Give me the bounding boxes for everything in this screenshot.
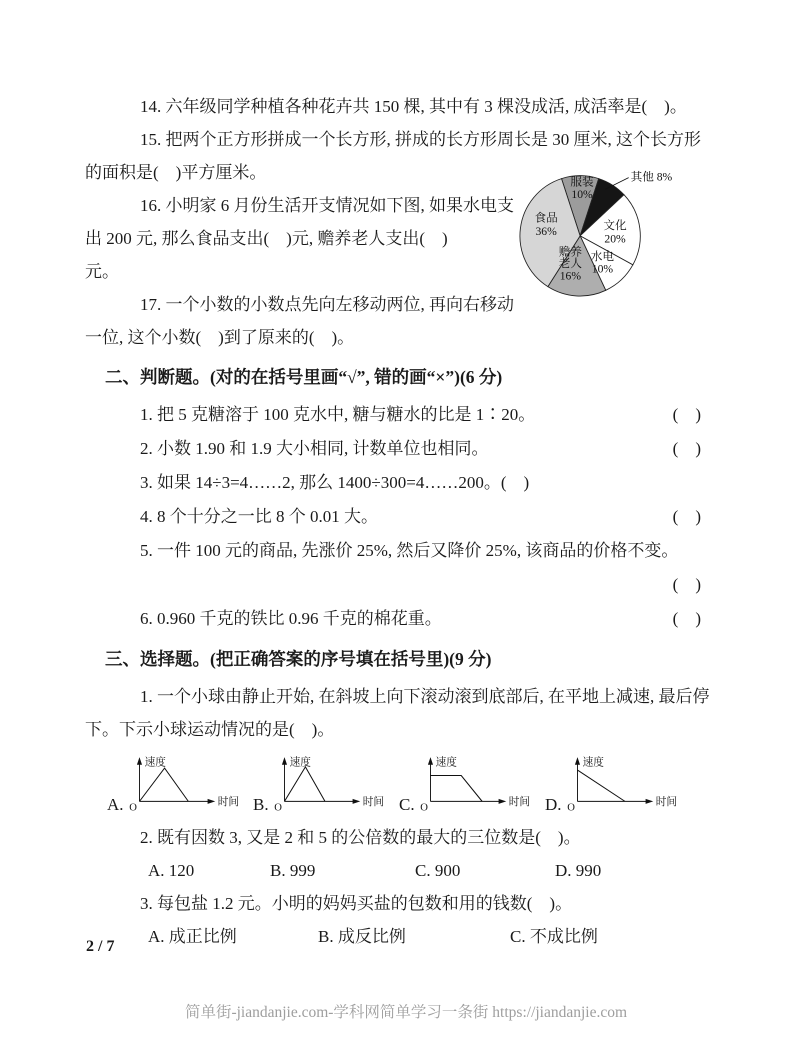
pie-label-utilities-pct: 10% (591, 262, 614, 276)
speed-time-graph-b (269, 752, 397, 815)
y-axis-label: 速度 (144, 757, 166, 769)
speed-time-graph-a (124, 752, 252, 815)
question-15-line1: 15. 把两个正方形拼成一个长方形, 拼成的长方形周长是 30 厘米, 这个长方形 (140, 130, 701, 149)
judge-item-1 (140, 398, 701, 432)
y-axis-arrow (282, 757, 287, 765)
y-axis-arrow (574, 757, 579, 765)
choice-q3-options (148, 920, 701, 953)
origin-label: O (273, 802, 282, 814)
choice-q2-options (148, 854, 701, 887)
judge-item-2-answer-paren: ( ) (672, 439, 701, 458)
origin-label: O (419, 802, 428, 814)
graph-b-letter: B. (253, 795, 269, 814)
choice-q3-text: 3. 每包盐 1.2 元。小明的妈妈买盐的包数和用的钱数( )。 (140, 894, 573, 913)
pie-label-food-pct: 36% (535, 224, 557, 238)
judge-item-5-answer-row (140, 568, 701, 602)
speed-time-graph-c (415, 752, 543, 815)
choice-q1-line1: 1. 一个小球由静止开始, 在斜坡上向下滚动滚到底部后, 在平地上减速, 最后停 (140, 687, 710, 706)
graph-d-letter: D. (545, 795, 562, 814)
speed-time-graph-d (562, 752, 690, 815)
y-axis-label: 速度 (582, 757, 604, 769)
x-axis-arrow (645, 799, 653, 804)
section-judge-header: 二、判断题。(对的在括号里画“√”, 错的画“×”)(6 分) (105, 367, 503, 387)
x-axis-label: 时间 (362, 796, 384, 808)
choice-q1-line2: 下。下示小球运动情况的是( )。 (85, 720, 335, 739)
question-16-line2: 出 200 元, 那么食品支出( )元, 赡养老人支出( ) (85, 229, 448, 248)
pie-chart (518, 158, 683, 309)
question-16 (85, 189, 515, 288)
graph-option-b (253, 752, 399, 815)
judge-item-6-answer-paren: ( ) (672, 609, 701, 628)
pie-chart-svg (518, 158, 683, 304)
choice-q2-option-a: A. 120 (148, 861, 195, 880)
graph-option-a (107, 752, 253, 815)
page-number: 2 / 7 (86, 938, 115, 955)
question-14: 14. 六年级同学种植各种花卉共 150 棵, 其中有 3 棵没成活, 成活率是( )。 (140, 97, 687, 116)
judge-item-4-answer-paren: ( ) (672, 507, 701, 526)
graph-option-d (545, 752, 691, 815)
graph-a-curve (139, 768, 188, 801)
question-17-line2: 一位, 这个小数( )到了原来的( )。 (85, 328, 355, 347)
x-axis-label: 时间 (508, 796, 530, 808)
pie-label-food: 食品 (534, 211, 558, 225)
judge-item-3-text: 3. 如果 14÷3=4……2, 那么 1400÷300=4……200。( ) (140, 473, 530, 492)
x-axis-arrow (207, 799, 215, 804)
choice-q2-option-d: D. 990 (555, 861, 602, 880)
judge-item-4-text: 4. 8 个十分之一比 8 个 0.01 大。 (140, 507, 378, 526)
judge-item-5-text: 5. 一件 100 元的商品, 先涨价 25%, 然后又降价 25%, 该商品的价格不变。 (140, 541, 679, 560)
judge-item-4 (140, 500, 701, 534)
pie-label-elder-2: 老人 (558, 256, 583, 270)
section-choice-header: 三、选择题。(把正确答案的序号填在括号里)(9 分) (105, 649, 492, 669)
choice-q2-text: 2. 既有因数 3, 又是 2 和 5 的公倍数的最大的三位数是( )。 (140, 828, 581, 847)
judge-item-5-answer-paren: ( ) (672, 575, 701, 594)
judge-item-1-answer-paren: ( ) (672, 405, 701, 424)
question-16-line1: 16. 小明家 6 月份生活开支情况如下图, 如果水电支 (140, 196, 514, 215)
y-axis-arrow (136, 757, 141, 765)
graph-option-c (399, 752, 545, 815)
judge-item-6 (140, 602, 701, 636)
graph-a-letter: A. (107, 795, 124, 814)
y-axis-label: 速度 (289, 757, 311, 769)
pie-label-utilities: 水电 (590, 250, 615, 264)
pie-label-other: 其他 8% (630, 170, 673, 184)
pie-label-clothing-pct: 10% (571, 188, 593, 201)
judge-item-5 (140, 534, 701, 568)
judge-item-2-text: 2. 小数 1.90 和 1.9 大小相同, 计数单位也相同。 (140, 439, 489, 458)
origin-label: O (566, 802, 575, 814)
y-axis-label: 速度 (435, 757, 457, 769)
judge-item-2 (140, 432, 701, 466)
choice-q2-option-b: B. 999 (270, 861, 316, 880)
question-17-line1: 17. 一个小数的小数点先向左移动两位, 再向右移动 (140, 295, 514, 314)
pie-label-elder-pct: 16% (559, 269, 582, 283)
question-15-line2: 的面积是( )平方厘米。 (85, 163, 267, 182)
choice-q2-option-c: C. 900 (415, 861, 461, 880)
pie-label-clothing: 服装 (570, 175, 594, 189)
x-axis-arrow (352, 799, 360, 804)
choice-q3-option-a: A. 成正比例 (148, 927, 237, 946)
graph-c-letter: C. (399, 795, 415, 814)
choice-q3-option-b: B. 成反比例 (318, 927, 406, 946)
speed-time-graphs (107, 752, 701, 815)
choice-q3-option-c: C. 不成比例 (510, 927, 598, 946)
graph-b-curve (284, 767, 325, 801)
pie-label-culture-pct: 20% (604, 232, 626, 246)
origin-label: O (128, 802, 137, 814)
x-axis-label: 时间 (655, 796, 677, 808)
judge-item-3 (140, 466, 701, 500)
graph-c-curve (430, 775, 482, 801)
judge-item-6-text: 6. 0.960 千克的铁比 0.96 千克的棉花重。 (140, 609, 442, 628)
x-axis-label: 时间 (217, 796, 239, 808)
graph-d-curve (577, 770, 625, 801)
pie-label-culture: 文化 (603, 219, 627, 233)
pie-label-elder-1: 赡养 (558, 245, 583, 259)
judge-item-1-text: 1. 把 5 克糖溶于 100 克水中, 糖与糖水的比是 1∶20。 (140, 405, 536, 424)
x-axis-arrow (498, 799, 506, 804)
y-axis-arrow (428, 757, 433, 765)
question-17 (85, 288, 515, 354)
question-16-line3: 元。 (85, 262, 119, 281)
watermark: 简单街-jiandanjie.com-学科网简单学习一条街 https://jiandanjie.com (184, 1004, 628, 1021)
